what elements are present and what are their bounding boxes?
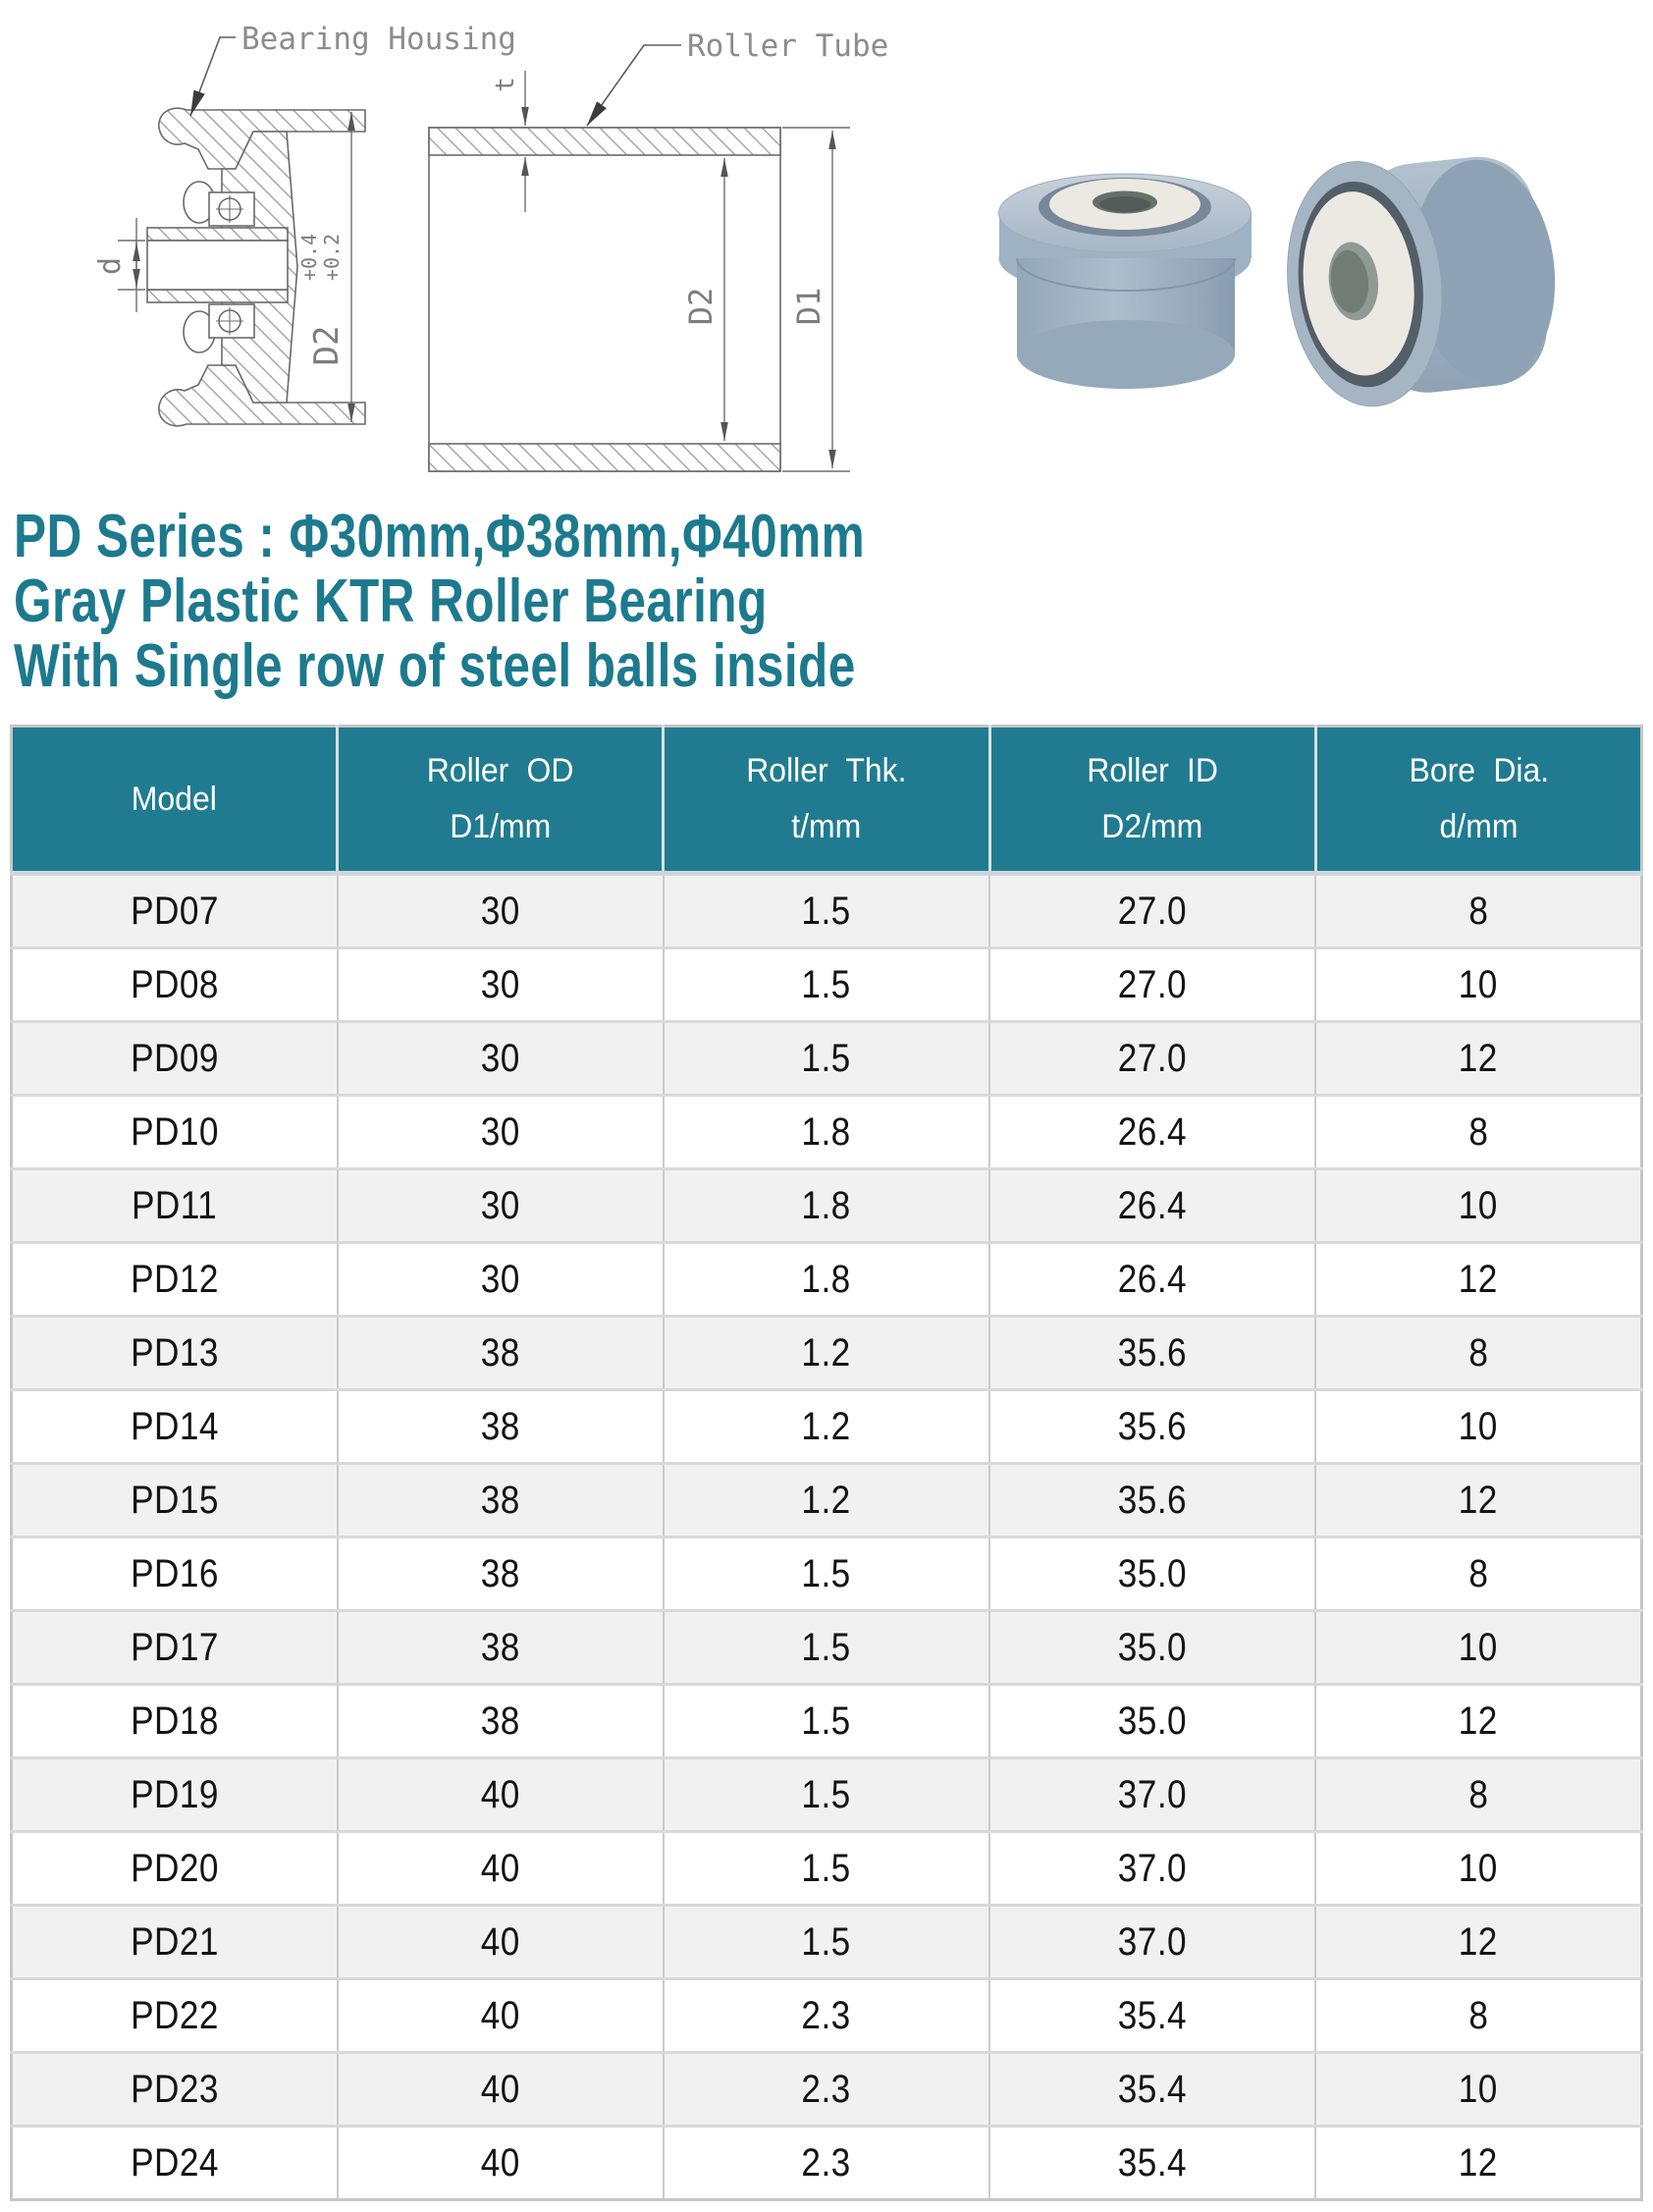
table-cell: PD08 xyxy=(12,948,338,1022)
table-cell: PD09 xyxy=(12,1022,338,1096)
table-cell: 10 xyxy=(1315,2053,1641,2127)
table-cell: 12 xyxy=(1315,1243,1641,1317)
table-row xyxy=(12,2127,1642,2200)
table-row xyxy=(12,1979,1642,2053)
table-cell: 35.6 xyxy=(989,1464,1315,1538)
page-title xyxy=(14,505,1653,699)
table-cell: 8 xyxy=(1315,1317,1641,1390)
top-illustration-area xyxy=(0,0,1653,491)
table-cell: 40 xyxy=(338,2053,664,2127)
table-cell: 30 xyxy=(338,1243,664,1317)
table-cell: 37.0 xyxy=(989,1906,1315,1979)
table-cell: PD17 xyxy=(12,1611,338,1685)
table-cell: 26.4 xyxy=(989,1243,1315,1317)
roller-tube-label: Roller Tube xyxy=(687,28,889,64)
dim-d2-tol-upper: +0.4 xyxy=(297,233,321,282)
table-cell: 35.6 xyxy=(989,1390,1315,1464)
table-cell: 35.0 xyxy=(989,1685,1315,1758)
table-cell: 10 xyxy=(1315,1832,1641,1906)
table-row xyxy=(12,1685,1642,1758)
table-cell: 38 xyxy=(338,1390,664,1464)
table-cell: 30 xyxy=(338,1022,664,1096)
table-cell: 1.2 xyxy=(664,1317,989,1390)
bearing-housing-label: Bearing Housing xyxy=(241,22,516,57)
table-cell: 1.2 xyxy=(664,1464,989,1538)
spec-table-header xyxy=(12,727,1642,874)
table-cell: 37.0 xyxy=(989,1758,1315,1832)
table-cell: 10 xyxy=(1315,1611,1641,1685)
column-header-roller-od: Roller OD D1/mm xyxy=(338,727,664,874)
table-cell: 2.3 xyxy=(664,2053,989,2127)
table-cell: 40 xyxy=(338,2127,664,2200)
table-cell: PD11 xyxy=(12,1169,338,1243)
table-cell: 12 xyxy=(1315,2127,1641,2200)
product-photo xyxy=(999,142,1568,414)
table-cell: 10 xyxy=(1315,948,1641,1022)
table-cell: 38 xyxy=(338,1538,664,1611)
table-row xyxy=(12,1758,1642,1832)
table-cell: 30 xyxy=(338,1169,664,1243)
table-cell: PD13 xyxy=(12,1317,338,1390)
dim-t-label: t xyxy=(491,77,520,92)
table-cell: 40 xyxy=(338,1758,664,1832)
roller-left xyxy=(999,174,1253,389)
table-cell: 8 xyxy=(1315,1979,1641,2053)
table-row xyxy=(12,1832,1642,1906)
table-cell: 1.8 xyxy=(664,1169,989,1243)
table-cell: 1.5 xyxy=(664,1758,989,1832)
table-cell: 40 xyxy=(338,1832,664,1906)
table-cell: PD12 xyxy=(12,1243,338,1317)
spec-table-body xyxy=(12,874,1642,2200)
table-cell: 2.3 xyxy=(664,1979,989,2053)
table-row xyxy=(12,1096,1642,1169)
table-cell: 26.4 xyxy=(989,1169,1315,1243)
table-cell: 1.5 xyxy=(664,874,989,948)
table-cell: PD19 xyxy=(12,1758,338,1832)
table-row xyxy=(12,1464,1642,1538)
table-row xyxy=(12,1611,1642,1685)
table-cell: PD15 xyxy=(12,1464,338,1538)
table-cell: 1.5 xyxy=(664,1685,989,1758)
table-cell: 1.8 xyxy=(664,1243,989,1317)
table-cell: 8 xyxy=(1315,874,1641,948)
table-cell: 27.0 xyxy=(989,948,1315,1022)
table-row xyxy=(12,1906,1642,1979)
table-cell: 12 xyxy=(1315,1464,1641,1538)
table-cell: PD14 xyxy=(12,1390,338,1464)
table-cell: 2.3 xyxy=(664,2127,989,2200)
table-cell: 40 xyxy=(338,1906,664,1979)
table-cell: 35.6 xyxy=(989,1317,1315,1390)
table-cell: 35.0 xyxy=(989,1611,1315,1685)
table-cell: 1.8 xyxy=(664,1096,989,1169)
roller-tube-drawing xyxy=(429,128,780,471)
title-line-3: With Single row of steel balls inside xyxy=(14,632,856,700)
technical-drawing-svg xyxy=(0,0,1653,491)
table-row xyxy=(12,1538,1642,1611)
dim-d2-tol-lower: +0.2 xyxy=(320,233,344,282)
table-cell: 27.0 xyxy=(989,874,1315,948)
column-header-bore-dia: Bore Dia. d/mm xyxy=(1315,727,1641,874)
table-cell: 26.4 xyxy=(989,1096,1315,1169)
table-cell: 1.2 xyxy=(664,1390,989,1464)
table-cell: 27.0 xyxy=(989,1022,1315,1096)
table-cell: 35.0 xyxy=(989,1538,1315,1611)
table-cell: 38 xyxy=(338,1611,664,1685)
table-row xyxy=(12,874,1642,948)
table-row xyxy=(12,948,1642,1022)
table-cell: 35.4 xyxy=(989,1979,1315,2053)
table-cell: 38 xyxy=(338,1464,664,1538)
table-cell: 1.5 xyxy=(664,1832,989,1906)
table-cell: 12 xyxy=(1315,1906,1641,1979)
table-cell: PD20 xyxy=(12,1832,338,1906)
title-line-2: Gray Plastic KTR Roller Bearing xyxy=(14,567,768,635)
table-cell: 10 xyxy=(1315,1390,1641,1464)
table-cell: 12 xyxy=(1315,1022,1641,1096)
table-cell: 1.5 xyxy=(664,1022,989,1096)
table-cell: 30 xyxy=(338,874,664,948)
table-cell: 8 xyxy=(1315,1096,1641,1169)
table-row xyxy=(12,1243,1642,1317)
table-cell: 30 xyxy=(338,1096,664,1169)
table-cell: 30 xyxy=(338,948,664,1022)
table-cell: PD21 xyxy=(12,1906,338,1979)
table-cell: 8 xyxy=(1315,1758,1641,1832)
table-row xyxy=(12,1390,1642,1464)
dim-d-label: d xyxy=(93,256,128,276)
table-cell: PD24 xyxy=(12,2127,338,2200)
table-cell: PD22 xyxy=(12,1979,338,2053)
column-header-roller-thk: Roller Thk. t/mm xyxy=(664,727,989,874)
title-line-1: PD Series : Φ30mm,Φ38mm,Φ40mm xyxy=(14,503,866,570)
roller-right xyxy=(1276,142,1568,414)
table-cell: 35.4 xyxy=(989,2127,1315,2200)
table-cell: PD07 xyxy=(12,874,338,948)
table-cell: 38 xyxy=(338,1317,664,1390)
table-cell: 40 xyxy=(338,1979,664,2053)
table-cell: PD23 xyxy=(12,2053,338,2127)
table-cell: PD16 xyxy=(12,1538,338,1611)
table-row xyxy=(12,1022,1642,1096)
table-cell: 1.5 xyxy=(664,1906,989,1979)
dim-d1-label: D1 xyxy=(790,287,827,326)
table-row xyxy=(12,2053,1642,2127)
spec-table xyxy=(10,725,1643,2201)
table-row xyxy=(12,1317,1642,1390)
table-cell: 35.4 xyxy=(989,2053,1315,2127)
table-cell: 8 xyxy=(1315,1538,1641,1611)
table-cell: 1.5 xyxy=(664,1538,989,1611)
table-cell: 12 xyxy=(1315,1685,1641,1758)
column-header-model: Model xyxy=(12,727,338,874)
table-cell: PD10 xyxy=(12,1096,338,1169)
table-cell: PD18 xyxy=(12,1685,338,1758)
table-cell: 1.5 xyxy=(664,1611,989,1685)
dim-d2-label: D2 xyxy=(682,287,720,326)
table-cell: 10 xyxy=(1315,1169,1641,1243)
table-cell: 38 xyxy=(338,1685,664,1758)
column-header-roller-id: Roller ID D2/mm xyxy=(989,727,1315,874)
table-cell: 37.0 xyxy=(989,1832,1315,1906)
table-cell: 1.5 xyxy=(664,948,989,1022)
table-row xyxy=(12,1169,1642,1243)
dim-d2-tol-main: D2 xyxy=(307,325,347,366)
